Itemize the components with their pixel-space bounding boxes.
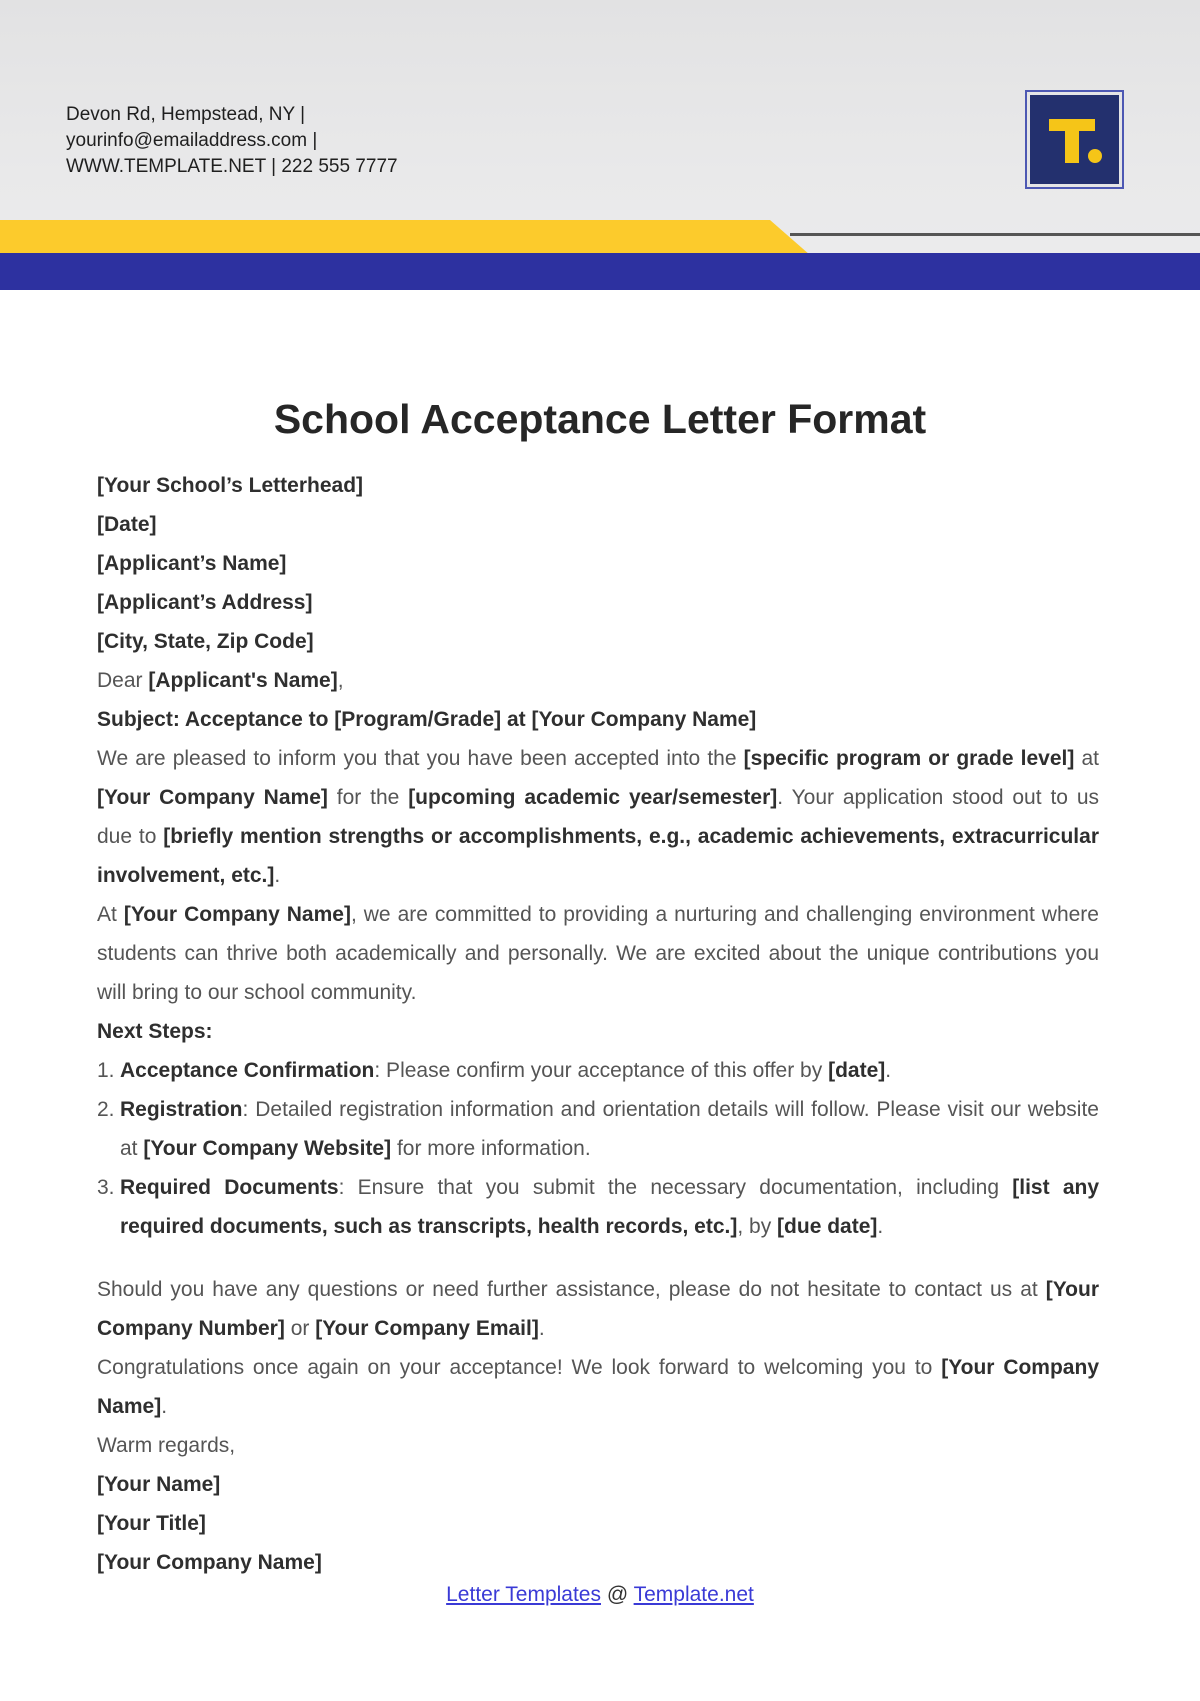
applicant-address: [Applicant’s Address] xyxy=(97,591,313,614)
contact-website-phone: WWW.TEMPLATE.NET | 222 555 7777 xyxy=(66,156,398,177)
signature-name: [Your Name] xyxy=(97,1473,221,1496)
yellow-stripe xyxy=(0,220,810,255)
template-net-link[interactable]: Template.net xyxy=(633,1583,754,1606)
footer-separator: @ xyxy=(601,1583,634,1606)
letter-templates-link[interactable]: Letter Templates xyxy=(446,1583,601,1606)
blue-stripe xyxy=(0,253,1200,290)
list-item: 1. Acceptance Confirmation: Please confirm your acceptance of this offer by [date]. xyxy=(97,1059,892,1082)
next-steps-heading: Next Steps: xyxy=(97,1020,213,1043)
page-title: School Acceptance Letter Format xyxy=(273,396,927,442)
paragraph-acceptance: We are pleased to inform you that you have been accepted into the [specific program or grade level] at [Your Company Name] for the [upcoming academic year/semester]. Your application stood out to us due to [briefly mention strengths or accomplishments, e.g., academic achievements, extracurricular involvement, etc.]. xyxy=(97,747,1100,887)
closing: Warm regards, xyxy=(97,1434,236,1457)
list-item: 3. Required Documents: Ensure that you submit the necessary documentation, including [list any required documents, such as transcripts, health records, etc.], by [due date]. xyxy=(97,1176,1100,1238)
contact-address: Devon Rd, Hempstead, NY | xyxy=(66,104,306,125)
footer-credit xyxy=(0,1583,1200,1607)
divider-line xyxy=(790,233,1200,236)
salutation: Dear [Applicant's Name], xyxy=(97,669,344,692)
subject-line: Subject: Acceptance to [Program/Grade] at [Your Company Name] xyxy=(97,708,757,731)
contact-block xyxy=(66,102,398,180)
next-steps-list xyxy=(97,1051,1099,1246)
paragraph-congratulations: Congratulations once again on your acceptance! We look forward to welcoming you to [Your Company Name]. xyxy=(97,1356,1099,1418)
signature-title: [Your Title] xyxy=(97,1512,206,1535)
paragraph-commitment: At [Your Company Name], we are committed to providing a nurturing and challenging environment where students can thrive both academically and personally. We are excited about the unique contributions you will bring to our school community. xyxy=(97,903,1099,1004)
applicant-name: [Applicant’s Name] xyxy=(97,552,287,575)
letter-body xyxy=(97,466,1099,1582)
city-state-zip: [City, State, Zip Code] xyxy=(97,630,314,653)
letterhead-banner xyxy=(0,0,1200,290)
paragraph-contact: Should you have any questions or need further assistance, please do not hesitate to contact us at [Your Company Number] or [Your Company Email]. xyxy=(97,1278,1099,1340)
signature-company: [Your Company Name] xyxy=(97,1551,322,1574)
date-placeholder: [Date] xyxy=(97,513,157,536)
letterhead-placeholder: [Your School’s Letterhead] xyxy=(97,474,364,497)
template-t-logo-icon xyxy=(1025,90,1124,189)
contact-email: yourinfo@emailaddress.com | xyxy=(66,130,318,151)
list-item: 2. Registration: Detailed registration information and orientation details will follow. Please visit our website at [Your Company Website] for more information. xyxy=(97,1098,1099,1160)
